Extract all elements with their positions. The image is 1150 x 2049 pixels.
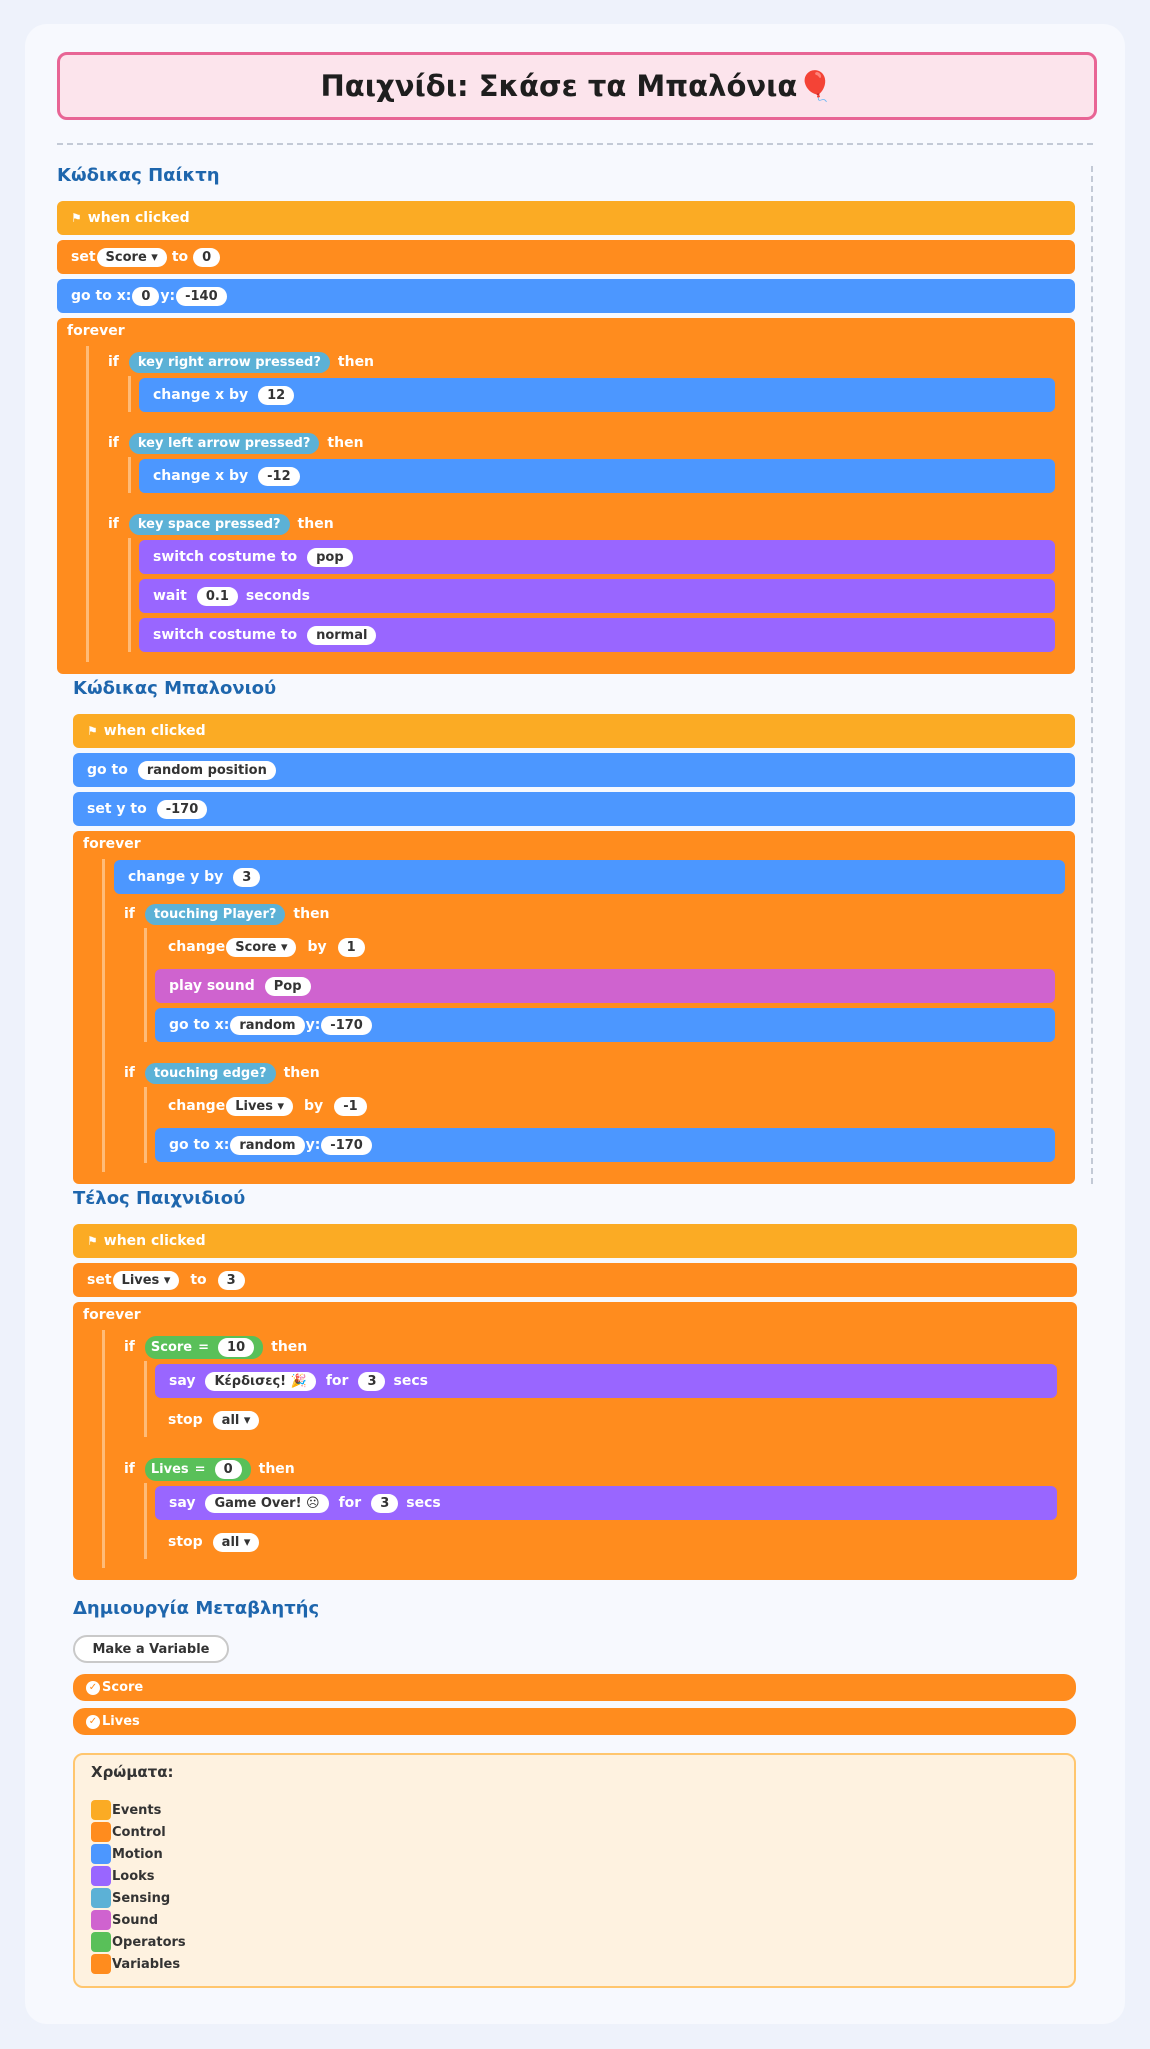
color-swatch xyxy=(91,1800,111,1820)
change-x-block[interactable]: change x by -12 xyxy=(139,459,1055,493)
forever-bracket xyxy=(86,346,89,662)
legend-title: Χρώματα: xyxy=(91,1763,174,1781)
if-bracket xyxy=(128,538,131,652)
go-to-block[interactable]: go to random position xyxy=(73,753,1075,787)
if-bracket xyxy=(128,376,131,412)
change-variable-block[interactable]: change Score ▾ by 1 xyxy=(168,935,366,959)
value-input[interactable]: 3 xyxy=(218,1271,245,1290)
if-bracket xyxy=(144,1483,147,1559)
variable-dropdown[interactable]: Score ▾ xyxy=(97,248,167,267)
sensing-condition[interactable]: touching Player? xyxy=(145,904,286,925)
value-input[interactable]: -12 xyxy=(258,467,300,486)
value-input[interactable]: 0.1 xyxy=(197,587,238,606)
color-swatch xyxy=(91,1910,111,1930)
y-input[interactable]: -170 xyxy=(321,1016,372,1035)
if-block[interactable]: if touching edge? then xyxy=(124,1061,320,1085)
when-flag-clicked-block[interactable]: ⚑ when clicked xyxy=(73,1224,1077,1258)
legend-item: Sensing xyxy=(91,1888,170,1908)
change-x-block[interactable]: change x by 12 xyxy=(139,378,1055,412)
if-bracket xyxy=(144,1087,147,1163)
set-variable-block[interactable]: set Lives ▾ to 3 xyxy=(73,1263,1077,1297)
when-flag-clicked-block[interactable]: ⚑ when clicked xyxy=(73,714,1075,748)
go-to-xy-block[interactable]: go to x: random y: -170 xyxy=(155,1008,1055,1042)
switch-costume-block[interactable]: switch costume to normal xyxy=(139,618,1055,652)
stop-dropdown[interactable]: all ▾ xyxy=(213,1411,260,1430)
target-dropdown[interactable]: random position xyxy=(138,761,276,780)
say-for-secs-block[interactable]: say Game Over! ☹ for 3 secs xyxy=(155,1486,1057,1520)
variable-dropdown[interactable]: Lives ▾ xyxy=(226,1097,293,1116)
value-input[interactable]: 10 xyxy=(218,1338,254,1357)
forever-bracket xyxy=(102,859,105,1172)
legend-item: Sound xyxy=(91,1910,158,1930)
end-game-heading: Τέλος Παιχνιδιού xyxy=(73,1188,246,1209)
if-block[interactable]: if touching Player? then xyxy=(124,902,330,926)
change-y-block[interactable]: change y by 3 xyxy=(114,860,1065,894)
x-input[interactable]: 0 xyxy=(132,287,159,306)
page-title: Παιχνίδι: Σκάσε τα Μπαλόνια🎈 xyxy=(320,68,834,103)
stop-dropdown[interactable]: all ▾ xyxy=(213,1533,260,1552)
checkmark-icon[interactable]: ✓ xyxy=(86,1715,100,1729)
equals-operator[interactable]: Score = 10 xyxy=(145,1336,263,1359)
value-input[interactable]: 0 xyxy=(215,1460,242,1479)
flag-icon: ⚑ xyxy=(87,724,98,738)
player-code-heading: Κώδικας Παίκτη xyxy=(57,165,220,186)
forever-label: forever xyxy=(83,1307,141,1323)
color-swatch xyxy=(91,1866,111,1886)
variable-dropdown[interactable]: Score ▾ xyxy=(226,938,296,957)
say-for-secs-block[interactable]: say Κέρδισες! 🎉 for 3 secs xyxy=(155,1364,1057,1398)
sensing-condition[interactable]: key space pressed? xyxy=(129,514,290,535)
if-block[interactable]: if Lives = 0 then xyxy=(124,1457,295,1481)
divider xyxy=(57,143,1093,145)
costume-input[interactable]: normal xyxy=(307,626,376,645)
color-swatch xyxy=(91,1822,111,1842)
color-swatch xyxy=(91,1844,111,1864)
color-swatch xyxy=(91,1888,111,1908)
forever-label: forever xyxy=(83,836,141,852)
value-input[interactable]: 0 xyxy=(193,248,220,267)
legend-item: Control xyxy=(91,1822,166,1842)
go-to-xy-block[interactable]: go to x: 0 y: -140 xyxy=(57,279,1075,313)
balloon-code-heading: Κώδικας Μπαλονιού xyxy=(73,678,277,699)
if-bracket xyxy=(144,1361,147,1437)
switch-costume-block[interactable]: switch costume to pop xyxy=(139,540,1055,574)
legend-item: Events xyxy=(91,1800,161,1820)
title-banner xyxy=(57,52,1097,120)
y-input[interactable]: -140 xyxy=(176,287,227,306)
sensing-condition[interactable]: key left arrow pressed? xyxy=(129,433,320,454)
costume-input[interactable]: pop xyxy=(307,548,353,567)
go-to-xy-block[interactable]: go to x: random y: -170 xyxy=(155,1128,1055,1162)
forever-bracket xyxy=(102,1330,105,1568)
stop-block[interactable]: stop all ▾ xyxy=(168,1530,265,1554)
set-y-block[interactable]: set y to -170 xyxy=(73,792,1075,826)
equals-operator[interactable]: Lives = 0 xyxy=(145,1458,251,1481)
value-input[interactable]: 3 xyxy=(233,868,260,887)
flag-icon: ⚑ xyxy=(87,1234,98,1248)
forever-label: forever xyxy=(67,323,125,339)
x-input[interactable]: random xyxy=(230,1016,304,1035)
seconds-input[interactable]: 3 xyxy=(371,1494,398,1513)
color-swatch xyxy=(91,1954,111,1974)
value-input[interactable]: -170 xyxy=(157,800,208,819)
message-input[interactable]: Κέρδισες! 🎉 xyxy=(205,1372,315,1391)
sensing-condition[interactable]: touching edge? xyxy=(145,1063,276,1084)
variable-dropdown[interactable]: Lives ▾ xyxy=(113,1271,180,1290)
wait-block[interactable]: wait 0.1 seconds xyxy=(139,579,1055,613)
x-input[interactable]: random xyxy=(230,1136,304,1155)
if-bracket xyxy=(128,457,131,493)
variable-item[interactable]: ✓ Score xyxy=(73,1674,1076,1701)
variable-item[interactable]: ✓ Lives xyxy=(73,1708,1076,1735)
when-flag-clicked-block[interactable]: ⚑ when clicked xyxy=(57,201,1075,235)
if-bracket xyxy=(144,928,147,1042)
set-variable-block[interactable]: set Score ▾ to 0 xyxy=(57,240,1075,274)
if-block[interactable]: if key space pressed? then xyxy=(108,512,334,536)
y-input[interactable]: -170 xyxy=(321,1136,372,1155)
vertical-divider xyxy=(1091,166,1093,1184)
change-variable-block[interactable]: change Lives ▾ by -1 xyxy=(168,1094,368,1118)
sensing-condition[interactable]: key right arrow pressed? xyxy=(129,352,330,373)
legend-item: Looks xyxy=(91,1866,155,1886)
if-block[interactable]: if Score = 10 then xyxy=(124,1335,307,1359)
value-input[interactable]: 12 xyxy=(258,386,294,405)
value-input[interactable]: -1 xyxy=(334,1097,366,1116)
variables-heading: Δημιουργία Μεταβλητής xyxy=(73,1598,320,1619)
color-swatch xyxy=(91,1932,111,1952)
value-input[interactable]: 1 xyxy=(338,938,365,957)
play-sound-block[interactable]: play sound Pop xyxy=(155,969,1055,1003)
make-variable-button[interactable]: Make a Variable xyxy=(73,1635,229,1663)
legend-item: Motion xyxy=(91,1844,163,1864)
seconds-input[interactable]: 3 xyxy=(358,1372,385,1391)
legend-item: Operators xyxy=(91,1932,186,1952)
sound-dropdown[interactable]: Pop xyxy=(265,977,311,996)
color-legend xyxy=(73,1753,1076,1988)
message-input[interactable]: Game Over! ☹ xyxy=(205,1494,328,1513)
stop-block[interactable]: stop all ▾ xyxy=(168,1408,265,1432)
if-block[interactable]: if key right arrow pressed? then xyxy=(108,350,374,374)
checkmark-icon[interactable]: ✓ xyxy=(86,1681,100,1695)
flag-icon: ⚑ xyxy=(71,211,82,225)
if-block[interactable]: if key left arrow pressed? then xyxy=(108,431,364,455)
legend-item: Variables xyxy=(91,1954,180,1974)
